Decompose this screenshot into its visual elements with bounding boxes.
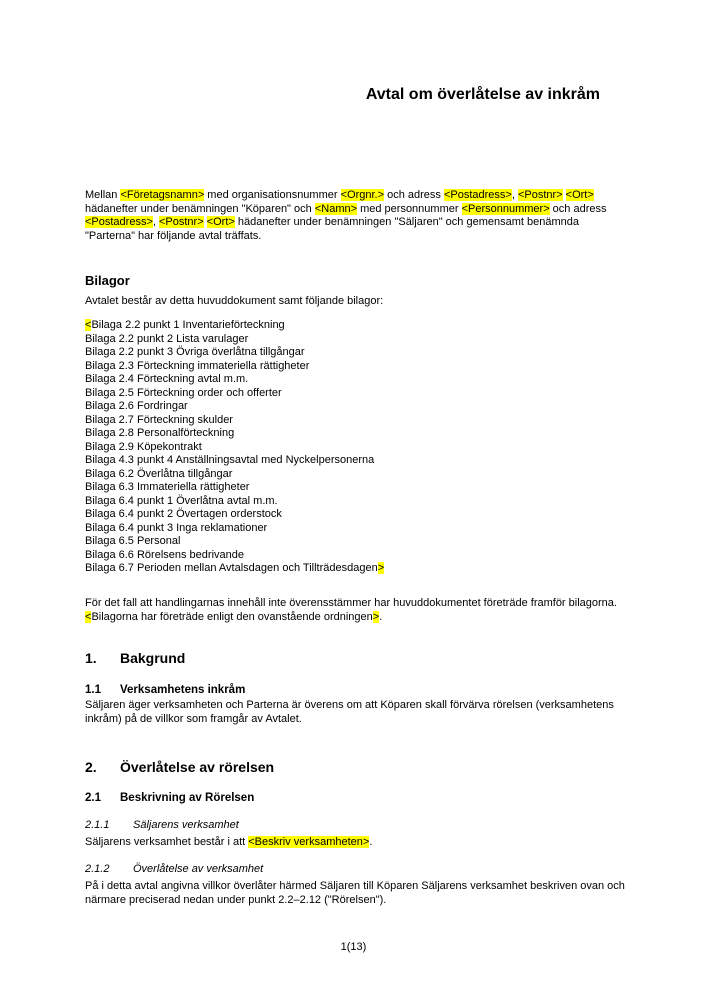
bilaga-list-item xyxy=(85,400,625,414)
text-run: Bilagorna har företräde enligt den ovanstående ordningen xyxy=(91,610,373,623)
placeholder-highlight: <Ort> xyxy=(565,189,594,201)
bilagor-heading: Bilagor xyxy=(85,273,130,288)
bilaga-list-item xyxy=(85,346,625,360)
text-run: Bilaga 2.2 punkt 1 Inventarieförteckning xyxy=(91,319,285,331)
placeholder-highlight: <Beskriv verksamheten> xyxy=(248,836,370,848)
text-run: Bilaga 2.2 punkt 3 Övriga överlåtna tillgångar xyxy=(85,346,305,358)
bilaga-list-item xyxy=(85,508,625,522)
section-number: 1.1 xyxy=(85,684,101,696)
section-number: 2.1.2 xyxy=(85,863,110,875)
placeholder-highlight: <Ort> xyxy=(206,216,235,228)
text-run: Mellan xyxy=(85,189,121,201)
placeholder-highlight: <Orgnr.> xyxy=(340,189,385,201)
bilaga-list-item xyxy=(85,454,625,468)
section-1-heading xyxy=(85,650,625,667)
bilaga-list-item xyxy=(85,360,625,374)
text-run: Bilaga 6.4 punkt 1 Överlåtna avtal m.m. xyxy=(85,494,278,507)
placeholder-highlight: < xyxy=(85,319,92,331)
text-run: Bilaga 6.4 punkt 3 Inga reklamationer xyxy=(85,521,268,534)
placeholder-highlight: <Postadress> xyxy=(443,189,512,201)
text-run: , xyxy=(511,189,518,201)
text-run: Bilaga 2.6 Fordringar xyxy=(85,400,188,412)
text-run: . xyxy=(379,610,383,623)
text-run: hädanefter under benämningen "Säljaren" och gemensamt benämnda "Parterna" har följande avtal träffats. xyxy=(85,216,579,242)
text-run: Bilaga 2.7 Förteckning skulder xyxy=(85,413,233,426)
bilaga-list-item xyxy=(85,495,625,509)
text-run: , xyxy=(152,216,159,228)
text-run: Bilaga 6.5 Personal xyxy=(85,535,181,547)
bilaga-list-item xyxy=(85,319,625,333)
section-title: Bakgrund xyxy=(120,650,186,666)
section-title: Verksamhetens inkråm xyxy=(120,684,246,696)
section-2-1-1-heading xyxy=(85,818,625,832)
precedence-paragraph xyxy=(85,597,625,624)
text-run: Bilaga 2.9 Köpekontrakt xyxy=(85,440,202,453)
text-run: Bilaga 2.2 punkt 2 Lista varulager xyxy=(85,332,249,345)
bilagor-lead: Avtalet består av detta huvuddokument samt följande bilagor: xyxy=(85,295,384,307)
intro-paragraph xyxy=(85,189,625,243)
text-run: Bilaga 2.3 Förteckning immateriella rättigheter xyxy=(85,359,310,372)
bilaga-list-item xyxy=(85,427,625,441)
placeholder-highlight: <Namn> xyxy=(314,202,358,215)
bilaga-list-item xyxy=(85,468,625,482)
bilaga-list-item xyxy=(85,535,625,549)
section-1-1-body: Säljaren äger verksamheten och Parterna är överens om att Köparen skall förvärva rörelsen (verksamhetens inkråm) på de villkor som framgår av Avtalet. xyxy=(85,699,614,725)
placeholder-highlight: < xyxy=(85,610,92,623)
bilaga-list-item xyxy=(85,549,625,563)
placeholder-highlight: > xyxy=(372,610,380,623)
bilaga-list-item xyxy=(85,481,625,495)
placeholder-highlight: <Postadress> xyxy=(85,216,153,228)
section-2-1-2-body: På i detta avtal angivna villkor överlåter härmed Säljaren till Köparen Säljarens verksamhet beskriven ovan och närmare preciserad nedan under punkt 2.2–2.12 ("Rörelsen"). xyxy=(85,880,625,906)
placeholder-highlight: <Företagsnamn> xyxy=(120,189,205,201)
text-run: Bilaga 4.3 punkt 4 Anställningsavtal med Nyckelpersonerna xyxy=(85,454,375,466)
text-run: Bilaga 6.3 Immateriella rättigheter xyxy=(85,481,250,493)
placeholder-highlight: <Postnr> xyxy=(517,189,563,201)
section-1-1-heading xyxy=(85,683,625,697)
text-run: med personnummer xyxy=(357,202,462,215)
section-number: 2.1 xyxy=(85,792,101,804)
text-run: Bilaga 6.4 punkt 2 Övertagen orderstock xyxy=(85,508,282,520)
page-number: 1(13) xyxy=(340,941,367,953)
text-run: och adress xyxy=(549,202,607,215)
bilaga-list-item xyxy=(85,333,625,347)
section-number: 2.1.1 xyxy=(85,819,110,831)
bilaga-list-item xyxy=(85,373,625,387)
section-title: Beskrivning av Rörelsen xyxy=(120,792,255,804)
text-run: Bilaga 6.6 Rörelsens bedrivande xyxy=(85,548,244,561)
bilaga-list-item xyxy=(85,522,625,536)
text-run: med organisationsnummer xyxy=(204,189,341,201)
bilaga-list-item xyxy=(85,414,625,428)
placeholder-highlight: <Postnr> xyxy=(159,216,204,228)
placeholder-highlight: <Personnummer> xyxy=(461,202,550,215)
section-2-1-2-heading xyxy=(85,862,625,876)
bilaga-list-item xyxy=(85,441,625,455)
bilaga-list-item xyxy=(85,562,625,576)
text-run: Bilaga 2.8 Personalförteckning xyxy=(85,427,235,439)
bilagor-list xyxy=(85,319,625,576)
document-title: Avtal om överlåtelse av inkråm xyxy=(365,86,600,103)
section-title: Säljarens verksamhet xyxy=(133,819,239,831)
text-run: och adress xyxy=(384,189,444,201)
section-2-1-1-body xyxy=(85,836,625,850)
section-number: 2. xyxy=(85,759,97,775)
section-2-1-heading xyxy=(85,791,625,805)
text-run: Bilaga 6.7 Perioden mellan Avtalsdagen och Tillträdesdagen xyxy=(85,562,378,574)
text-run: Bilaga 2.5 Förteckning order och offerter xyxy=(85,386,282,399)
text-run: hädanefter under benämningen "Köparen" och xyxy=(85,202,315,215)
section-title: Överlåtelse av rörelsen xyxy=(120,759,275,775)
text-run: Säljarens verksamhet består i att xyxy=(85,836,249,848)
text-run: Bilaga 6.2 Överlåtna tillgångar xyxy=(85,467,233,480)
bilaga-list-item xyxy=(85,387,625,401)
text-run: Bilaga 2.4 Förteckning avtal m.m. xyxy=(85,373,249,385)
placeholder-highlight: > xyxy=(377,562,385,574)
section-title: Överlåtelse av verksamhet xyxy=(133,863,264,875)
section-number: 1. xyxy=(85,650,97,666)
text-run: För det fall att handlingarnas innehåll inte överensstämmer har huvuddokumentet företräde framför bilagorna. xyxy=(85,597,617,609)
section-2-heading xyxy=(85,759,625,776)
text-run: . xyxy=(369,836,373,848)
